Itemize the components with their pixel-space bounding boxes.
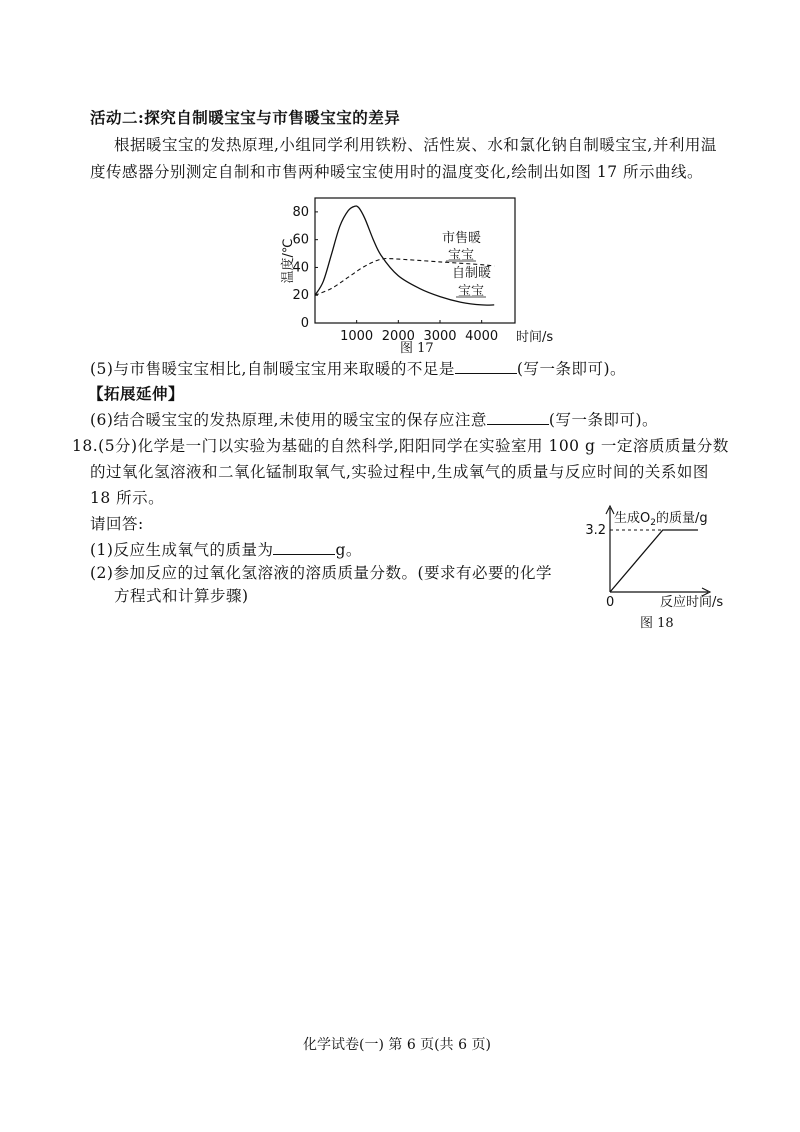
fig17-label-self-1: 自制暖: [452, 266, 492, 281]
question-6-hint: (写一条即可)。: [548, 411, 658, 429]
question-18-sub-1-answer-blank[interactable]: [273, 540, 335, 555]
fig17-label-self-2: 宝宝: [458, 284, 485, 299]
fig17-label-commercial-2: 宝宝: [448, 248, 475, 263]
activity-intro-line-2: 度传感器分别测定自制和市售两种暖宝宝使用时的温度变化,绘制出如图 17 所示曲线。: [90, 163, 704, 181]
fig18-series-oxygen: [610, 530, 698, 592]
question-18-sub-2-line-1: (2)参加反应的过氧化氢溶液的溶质质量分数。(要求有必要的化学: [90, 564, 553, 582]
fig18-xlabel: 反应时间/s: [660, 595, 724, 608]
question-18-line-1: 18.(5分)化学是一门以实验为基础的自然科学,阳阳同学在实验室用 100 g 一定溶质质量分数: [72, 437, 729, 455]
activity-title: 活动二:探究自制暖宝宝与市售暖宝宝的差异: [90, 108, 401, 127]
fig17-ytick-label: 60: [292, 232, 309, 248]
question-18-line-2: 的过氧化氢溶液和二氧化锰制取氧气,实验过程中,生成氧气的质量与反应时间的关系如图: [90, 463, 709, 481]
question-6-text: (6)结合暖宝宝的发热原理,未使用的暖宝宝的保存应注意: [90, 411, 487, 429]
fig17-xtick-label: 2000: [381, 329, 415, 344]
question-5: [90, 359, 626, 379]
page-footer: 化学试卷(一) 第 6 页(共 6 页): [303, 1037, 491, 1053]
question-18-sub-1-unit: g。: [335, 541, 362, 559]
question-18-sub-1: [90, 540, 362, 560]
question-18-line-3: 18 所示。: [90, 489, 165, 507]
fig18-origin: 0: [606, 595, 615, 608]
question-18-sub-1-text: (1)反应生成氧气的质量为: [90, 541, 274, 559]
fig17-ytick-label: 20: [292, 288, 309, 304]
fig17-ytick-label: 40: [292, 260, 309, 276]
question-18-sub-2-line-2: 方程式和计算步骤): [114, 587, 249, 605]
fig17-xtick-label: 4000: [465, 329, 499, 344]
fig17-label-commercial-1: 市售暖: [442, 231, 482, 246]
fig18-ylabel: 生成$O_2$的质量/g: [614, 511, 708, 528]
extension-title: 【拓展延伸】: [88, 384, 185, 403]
figure-18-caption: 图 18: [640, 616, 674, 631]
figure-17-chart: [270, 195, 570, 360]
question-6-answer-blank[interactable]: [487, 410, 549, 425]
fig17-ytick-label: 0: [300, 316, 309, 331]
figure-17-caption: 图 17: [400, 341, 434, 356]
question-5-hint: (写一条即可)。: [516, 360, 626, 378]
question-5-text: (5)与市售暖宝宝相比,自制暖宝宝用来取暖的不足是: [90, 360, 455, 378]
activity-intro-line-1: 根据暖宝宝的发热原理,小组同学利用铁粉、活性炭、水和氯化钠自制暖宝宝,并利用温: [114, 136, 717, 154]
fig17-xlabel: 时间/s: [516, 330, 554, 345]
fig17-xtick-label: 3000: [423, 329, 457, 344]
question-18-prompt: 请回答:: [90, 515, 144, 533]
fig17-ylabel: 温度/℃: [281, 238, 296, 284]
question-6: [90, 410, 658, 430]
fig17-frame: [315, 198, 515, 323]
fig17-ytick-label: 80: [292, 204, 309, 220]
figure-18-chart: [578, 502, 758, 608]
fig18-ytick-3-2: 3.2: [585, 523, 606, 538]
question-5-answer-blank[interactable]: [455, 359, 517, 374]
fig17-xtick-label: 1000: [340, 329, 374, 344]
